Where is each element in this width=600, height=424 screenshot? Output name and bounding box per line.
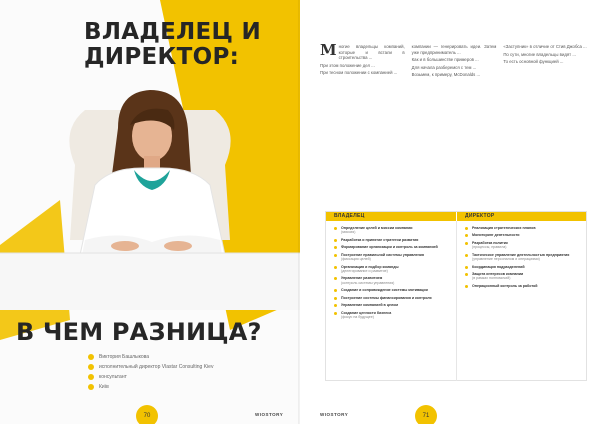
comparison-item-text	[341, 253, 424, 262]
person-phone: консультант	[99, 373, 127, 380]
bullet-icon	[465, 227, 468, 230]
paragraph: По сути, многие владельцы видят ...	[503, 51, 576, 57]
briefcase-icon	[88, 364, 94, 370]
bullet-icon	[334, 297, 337, 300]
comparison-item-note: (миссия)	[341, 230, 356, 235]
comparison-item-title: Операционный контроль за работой	[472, 283, 538, 288]
headline-top: ВЛАДЕЛЕЦ И ДИРЕКТОР:	[84, 19, 262, 70]
bullet-icon	[334, 312, 337, 315]
paragraph: «Заступник» в отличие от Стив Джобса ...	[503, 44, 587, 49]
person-role-row	[88, 362, 288, 371]
comparison-item	[334, 311, 450, 320]
comparison-item-title: Построение правильной системы управления	[341, 252, 424, 257]
comparison-item-note: (фокус на будущее)	[341, 314, 374, 319]
comparison-item-title: Создание ценности бизнеса	[341, 310, 392, 315]
bullet-icon	[465, 234, 468, 237]
comparison-item-text	[341, 303, 398, 307]
comparison-item-title: Управление компанией в целом	[341, 303, 399, 308]
bullet-icon	[334, 289, 337, 292]
comparison-item	[465, 284, 580, 288]
brand-right: WIOSTORY	[320, 412, 349, 417]
comparison-item-text	[472, 253, 569, 262]
bullet-icon	[465, 285, 468, 288]
comparison-item-text	[341, 276, 394, 285]
comparison-item-note: (процессы, правила)	[472, 245, 507, 250]
portrait-photo	[0, 70, 300, 310]
paragraph: ногие владельцы компаний, которые и встали в строительства ...	[338, 44, 405, 61]
bullet-icon	[465, 273, 468, 276]
comparison-item-text	[472, 272, 523, 281]
bullet-icon	[334, 246, 337, 249]
comparison-item-note: (в рамках полномочий)	[472, 276, 511, 281]
comparison-item-text	[472, 241, 508, 250]
comparison-item-text	[341, 238, 418, 242]
owner-header: ВЛАДЕЛЕЦ	[334, 213, 365, 219]
paragraph: При тесном положении с компанией ...	[320, 70, 398, 76]
article-column-3	[503, 44, 588, 204]
comparison-body	[326, 221, 586, 381]
bullet-icon	[334, 254, 337, 257]
comparison-item-text	[472, 284, 537, 288]
comparison-item	[465, 241, 580, 250]
comparison-item-title: Защита интересов компании	[472, 272, 524, 277]
paragraph: Возьмем, к примеру, McDonalds ...	[411, 72, 481, 78]
comparison-item-note: (фиксация целей)	[341, 257, 371, 262]
comparison-item-title: Координация подразделений	[472, 264, 525, 269]
comparison-item-title: Определение целей и миссии компании	[341, 226, 413, 230]
person-city: Київ	[99, 383, 109, 390]
comparison-item-text	[472, 233, 519, 237]
comparison-item	[334, 226, 450, 235]
comparison-item-text	[472, 226, 536, 230]
comparison-item	[334, 276, 450, 285]
comparison-item-text	[341, 245, 438, 249]
location-icon	[88, 384, 94, 390]
headline-bottom: В ЧЕМ РАЗНИЦА?	[16, 318, 262, 346]
paragraph: Как и в большинстве примеров ...	[411, 57, 479, 63]
director-column	[456, 221, 586, 381]
comparison-item-text	[341, 226, 413, 235]
comparison-header	[326, 212, 586, 221]
comparison-item	[334, 253, 450, 262]
comparison-item-text	[341, 265, 399, 274]
page-number-right: 71	[415, 405, 437, 424]
comparison-item-title: Управление развитием	[341, 276, 383, 281]
article-column-2	[412, 44, 497, 204]
comparison-item	[465, 233, 580, 237]
paragraph: При этом положение дел ...	[320, 62, 375, 68]
comparison-item-title: Мониторинг деятельности	[472, 233, 520, 238]
comparison-item-text	[341, 288, 428, 292]
comparison-item-title: Реализация стратегических планов	[472, 226, 536, 230]
comparison-item-title: Создание и сопровождение системы мотивации	[341, 288, 428, 293]
comparison-item	[334, 296, 450, 300]
article-text	[320, 41, 588, 204]
bullet-icon	[334, 266, 337, 269]
comparison-item-title: Тактическое управление деятельностью предприятия	[472, 252, 570, 257]
director-header: ДИРЕКТОР	[456, 212, 586, 221]
person-info	[88, 352, 288, 392]
comparison-item-text	[472, 265, 525, 269]
comparison-item-text	[341, 311, 391, 320]
comparison-item	[334, 245, 450, 249]
bullet-icon	[465, 254, 468, 257]
comparison-item-title: Формирование организации и контроль за компанией	[341, 245, 438, 250]
paragraph: компании — генерировать идеи. Затем уже предприниматель ...	[411, 44, 497, 55]
paragraph: То есть основной функцией ...	[503, 59, 564, 65]
person-name: Виктория Башлыкова	[99, 353, 150, 360]
comparison-item	[334, 288, 450, 292]
person-city-row	[88, 382, 288, 391]
comparison-item	[465, 226, 580, 230]
comparison-item-note: (делегирование и развитие)	[341, 268, 388, 273]
comparison-item	[465, 265, 580, 269]
comparison-item	[334, 303, 450, 307]
comparison-table	[325, 211, 587, 381]
person-name-row	[88, 352, 288, 361]
comparison-item-title: Разработка и принятие стратегии развития	[341, 237, 419, 242]
comparison-item	[465, 253, 580, 262]
bullet-icon	[334, 227, 337, 230]
bullet-icon	[334, 304, 337, 307]
owner-column	[326, 221, 456, 381]
comparison-item	[334, 238, 450, 242]
bullet-icon	[465, 242, 468, 245]
drop-cap: М	[320, 41, 337, 59]
person-role: исполнительный директор Vlastar Consulting Kiev	[99, 363, 214, 370]
paragraph: Для начала разберемся с тем ...	[411, 64, 477, 70]
person-phone-row	[88, 372, 288, 381]
bullet-icon	[334, 239, 337, 242]
comparison-item-title: Построение системы финансирования и контроля	[341, 295, 432, 300]
bullet-icon	[334, 277, 337, 280]
comparison-item	[465, 272, 580, 281]
comparison-item-title: Организация и подбор команды	[341, 264, 399, 269]
comparison-item	[334, 265, 450, 274]
comparison-item-note: (управление персоналом и операциями)	[472, 257, 540, 262]
comparison-item-note: (контроль системы управления)	[341, 280, 395, 285]
phone-icon	[88, 374, 94, 380]
article-column-1	[320, 41, 405, 204]
comparison-item-text	[341, 296, 432, 300]
comparison-item-title: Разработка политик	[472, 240, 508, 245]
page-number-left: 70	[136, 405, 158, 424]
user-icon	[88, 354, 94, 360]
brand-left: WIOSTORY	[255, 412, 284, 417]
bullet-icon	[465, 266, 468, 269]
